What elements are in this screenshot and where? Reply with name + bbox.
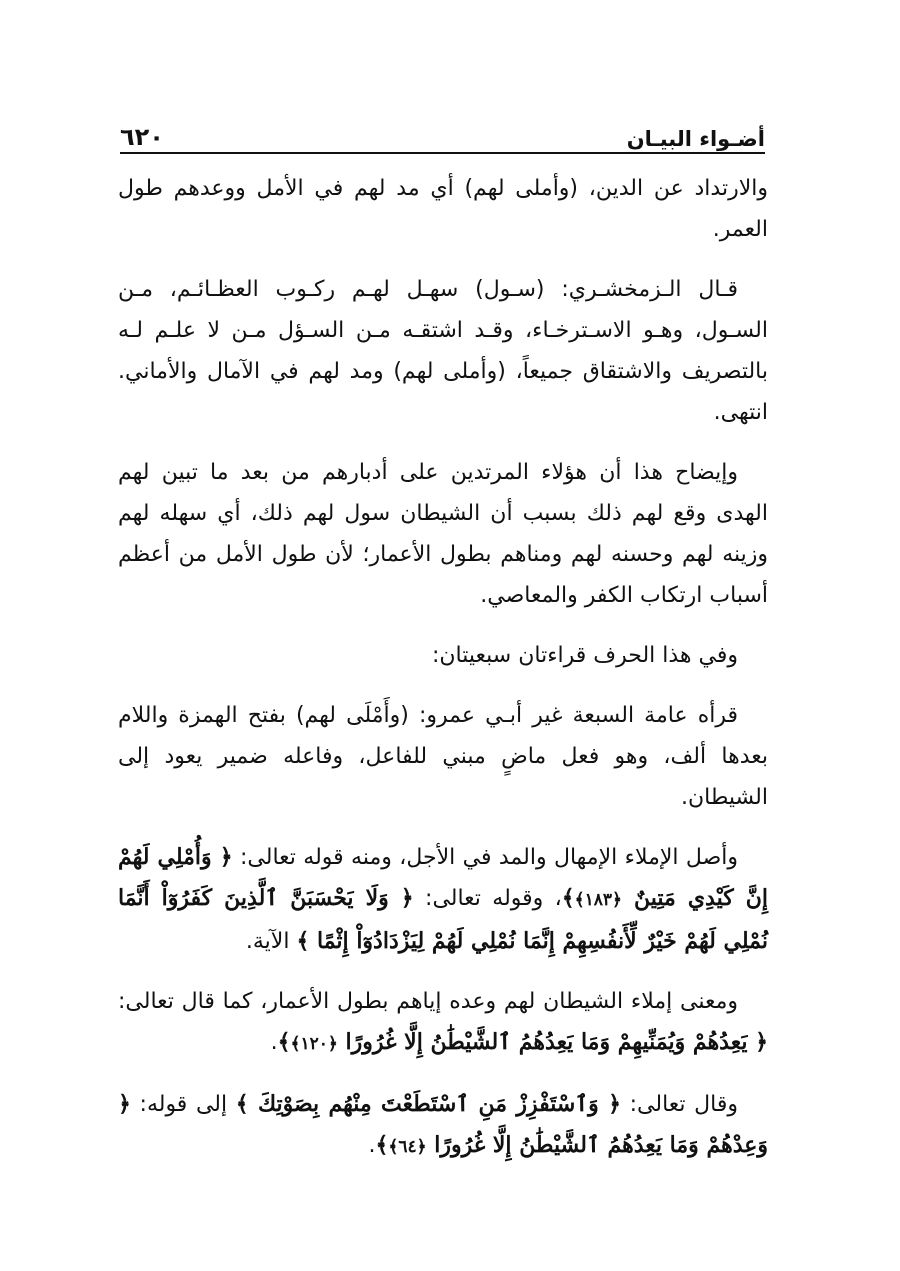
paragraph-5: قرأه عامة السبعة غير أبـي عمرو: (وأَمْلَى لهم) بفتح الهمزة واللام بعدها ألف، وهو فعل ماضٍ مبني للفاعل، وفاعله ضمير يعود إلى الشيطان. [118, 703, 768, 810]
page-header [120, 115, 765, 151]
running-title: أضـواء البيـان [626, 127, 765, 151]
paragraph-8-ending: . [368, 1133, 376, 1158]
paragraph-8-connector: إلى قوله: [139, 1092, 236, 1117]
ayah-number-marker: ﴿١٨٣﴾ [574, 890, 622, 910]
paragraph-6-ending: الآية. [245, 929, 297, 954]
paragraph-8 [118, 1084, 768, 1168]
ayah-number-marker: ﴿١٢٠﴾ [290, 1034, 338, 1054]
page-body [118, 168, 768, 1187]
paragraph-6-connector: ، وقوله تعالى: [425, 886, 562, 911]
paragraph-1: والارتداد عن الدين، (وأملى لهم) أي مد لهم في الأمل ووعدهم طول العمر. [118, 176, 768, 242]
paragraph-7-intro: ومعنى إملاء الشيطان لهم وعده إياهم بطول الأعمار، كما قال تعالى: [118, 989, 738, 1014]
quran-bracket-close: ﴾ [561, 885, 575, 911]
paragraph-3: وإيضاح هذا أن هؤلاء المرتدين على أدبارهم من بعد ما تبين لهم الهدى وقع لهم ذلك بسبب أن الشيطان سول لهم ذلك، أي سهله لهم وزينه لهم وحسنه لهم ومناهم بطول الأعمار؛ لأن طول الأمل من أعظم أسباب ارتكاب الكفر والمعاصي. [118, 460, 768, 608]
paragraph-2: قـال الـزمخشـري: (سـول) سهـل لهـم ركـوب العظـائـم، مـن السـول، وهـو الاسـترخـاء، وقـد اشتقـه مـن السـؤل مـن لا علـم لـه بالتصريف والاشتقاق جميعاً، (وأملى لهم) ومد لهم في الآمال والأماني. انتهى. [118, 277, 768, 425]
paragraph-7 [118, 981, 768, 1065]
quran-bracket-close: ﴾ [375, 1132, 389, 1158]
page-number: ٦٢٠ [120, 123, 164, 151]
ayah-number-marker: ﴿٦٤﴾ [388, 1137, 427, 1157]
quran-verse: ﴿ وَٱسْتَفْزِزْ مَنِ ٱسْتَطَعْتَ مِنْهُم بِصَوْتِكَ ﴾ [235, 1091, 621, 1117]
paragraph-6 [118, 837, 768, 962]
paragraph-6-intro: وأصل الإملاء الإمهال والمد في الأجل، ومنه قوله تعالى: [240, 845, 738, 870]
quran-verse: ﴿ وَأُمْلِي لَهُمْ إِنَّ كَيْدِي مَتِينٌ [118, 844, 769, 911]
quran-bracket-close: ﴾ [277, 1029, 291, 1055]
quran-verse: ﴿ وَعِدْهُمْ وَمَا يَعِدُهُمُ ٱلشَّيْطَٰنُ إِلَّا غُرُورًا [118, 1091, 768, 1158]
header-rule [120, 152, 765, 154]
paragraph-8-intro: وقال تعالى: [629, 1092, 738, 1117]
quran-verse: ﴿ يَعِدُهُمْ وَيُمَنِّيهِمْ وَمَا يَعِدُهُمُ ٱلشَّيْطَٰنُ إِلَّا غُرُورًا [337, 1029, 768, 1055]
paragraph-4: وفي هذا الحرف قراءتان سبعيتان: [431, 643, 738, 668]
paragraph-7-ending: . [270, 1030, 278, 1055]
quran-verse: ﴿ وَلَا يَحْسَبَنَّ ٱلَّذِينَ كَفَرُوٓاْ أَنَّمَا نُمْلِي لَهُمْ خَيْرٌ لِّأَنفُسِهِمْ إِنَّمَا نُمْلِي لَهُمْ لِيَزْدَادُوٓاْ إِثْمًا ﴾ [118, 885, 768, 954]
